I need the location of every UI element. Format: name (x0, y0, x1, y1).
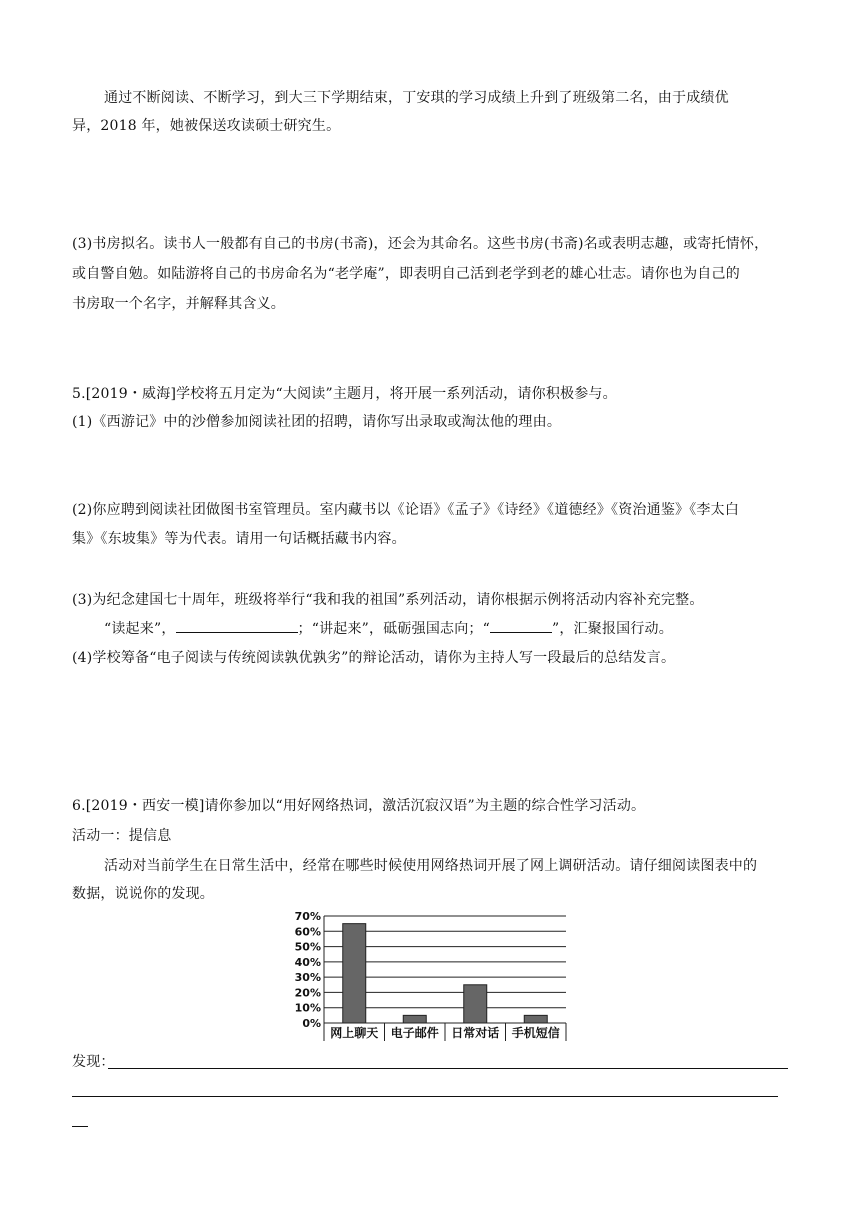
bar (343, 924, 366, 1023)
x-category-label: 日常对话 (451, 1026, 500, 1040)
x-category-label: 电子邮件 (390, 1026, 439, 1040)
fill-text-b: ；“讲起来”，砥砺强国志向；“ (297, 621, 490, 637)
q5-part4: (4)学校筹备“电子阅读与传统阅读孰优孰劣”的辩论活动，请你为主持人写一段最后的总结发言。 (72, 650, 676, 666)
intro-line-2: 异，2018 年，她被保送攻读硕士研究生。 (72, 118, 341, 134)
q6-desc-line-1: 活动对当前学生在日常生活中，经常在哪些时候使用网络热词开展了网上调研活动。请仔细阅读图表中的 (104, 858, 758, 874)
y-tick-label: 0% (302, 1017, 321, 1030)
q5-part2-line-2: 集》《东坡集》等为代表。请用一句话概括藏书内容。 (72, 531, 406, 547)
answer-blank-1[interactable] (176, 618, 298, 633)
bar (464, 985, 487, 1023)
y-tick-label: 20% (294, 986, 321, 1000)
study-question-line-3: 书房取一个名字，并解释其含义。 (72, 296, 285, 312)
answer-line-1[interactable] (108, 1068, 788, 1069)
y-tick-label: 10% (294, 1001, 321, 1015)
y-tick-label: 50% (294, 940, 321, 954)
answer-line-2[interactable] (72, 1096, 778, 1097)
y-tick-label: 40% (294, 955, 321, 969)
finding-label: 发现： (72, 1054, 115, 1070)
q5-part2-line-1: (2)你应聘到阅读社团做图书室管理员。室内藏书以《论语》《孟子》《诗经》《道德经》《资治通鉴》《李太白 (72, 502, 740, 518)
study-question-line-2: 或自警自勉。如陆游将自己的书房命名为“老学庵”，即表明自己活到老学到老的雄心壮志。请你也为自己的 (72, 266, 740, 282)
study-question-line-1: (3)书房拟名。读书人一般都有自己的书房(书斋)，还会为其命名。这些书房(书斋)名或表明志趣，或寄托情怀， (72, 236, 769, 252)
bar (403, 1015, 426, 1023)
fill-text-a: “读起来”， (104, 621, 176, 637)
q5-part3: (3)为纪念建国七十周年，班级将举行“我和我的祖国”系列活动，请你根据示例将活动内容补充完整。 (72, 592, 704, 608)
bar (524, 1015, 547, 1023)
intro-line-1: 通过不断阅读、不断学习，到大三下学期结束，丁安琪的学习成绩上升到了班级第二名，由于成绩优 (104, 90, 729, 106)
fill-text-c: ”，汇聚报国行动。 (552, 621, 673, 637)
x-category-label: 手机短信 (511, 1026, 560, 1040)
answer-blank-2[interactable] (490, 618, 552, 633)
q5-header: 5.[2019・威海]学校将五月定为“大阅读”主题月，将开展一系列活动，请你积极参与。 (72, 386, 617, 402)
y-tick-label: 30% (294, 971, 321, 985)
q5-part1: (1)《西游记》中的沙僧参加阅读社团的招聘，请你写出录取或淘汰他的理由。 (72, 414, 562, 430)
q6-desc-line-2: 数据，说说你的发现。 (72, 886, 214, 902)
x-category-label: 网上聊天 (330, 1026, 379, 1040)
answer-line-3[interactable] (72, 1126, 88, 1127)
q6-activity-title: 活动一：提信息 (72, 828, 172, 844)
q5-part3-fill-line (104, 618, 673, 639)
y-tick-label: 70% (294, 910, 321, 923)
y-tick-label: 60% (294, 925, 321, 939)
q6-header: 6.[2019・西安一模]请你参加以“用好网络热词，激活沉寂汉语”为主题的综合性学习活动。 (72, 798, 646, 814)
network-words-bar-chart (290, 905, 580, 1047)
